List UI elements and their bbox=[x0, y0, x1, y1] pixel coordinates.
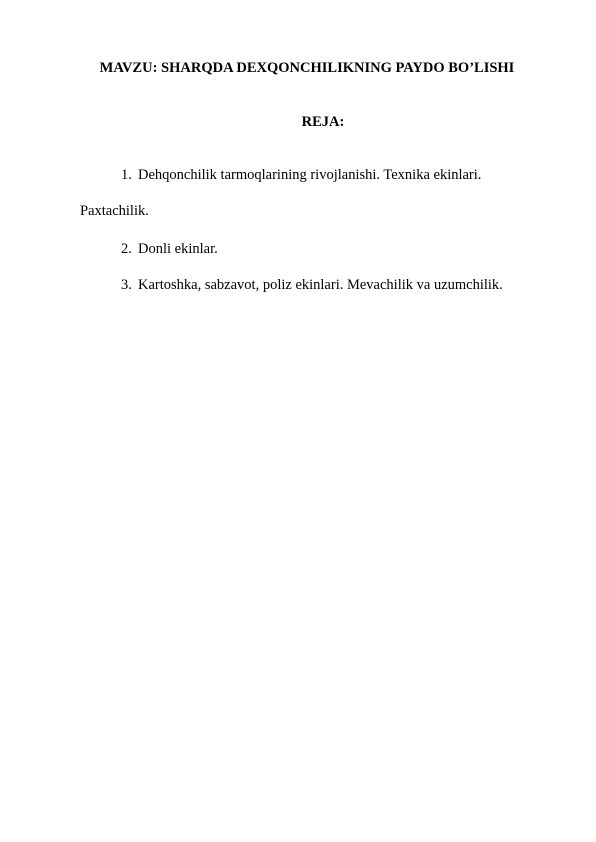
plan-item-number: 1. bbox=[121, 167, 132, 183]
plan-item-number: 3. bbox=[121, 277, 132, 293]
plan-item-text: Donli ekinlar. bbox=[138, 241, 218, 257]
plan-item-number: 2. bbox=[121, 241, 132, 257]
plan-item-3 bbox=[121, 276, 503, 294]
document-title: MAVZU: SHARQDA DEXQONCHILIKNING PAYDO BO’LISHI bbox=[99, 60, 515, 76]
plan-item-1 bbox=[121, 166, 481, 184]
plan-heading: REJA: bbox=[301, 114, 345, 130]
plan-item-text: Dehqonchilik tarmoqlarining rivojlanishi. Texnika ekinlari. bbox=[138, 167, 482, 183]
plan-item-text: Kartoshka, sabzavot, poliz ekinlari. Mevachilik va uzumchilik. bbox=[138, 277, 503, 293]
plan-item-2 bbox=[121, 240, 218, 258]
plan-item-1-continuation: Paxtachilik. bbox=[80, 203, 149, 219]
